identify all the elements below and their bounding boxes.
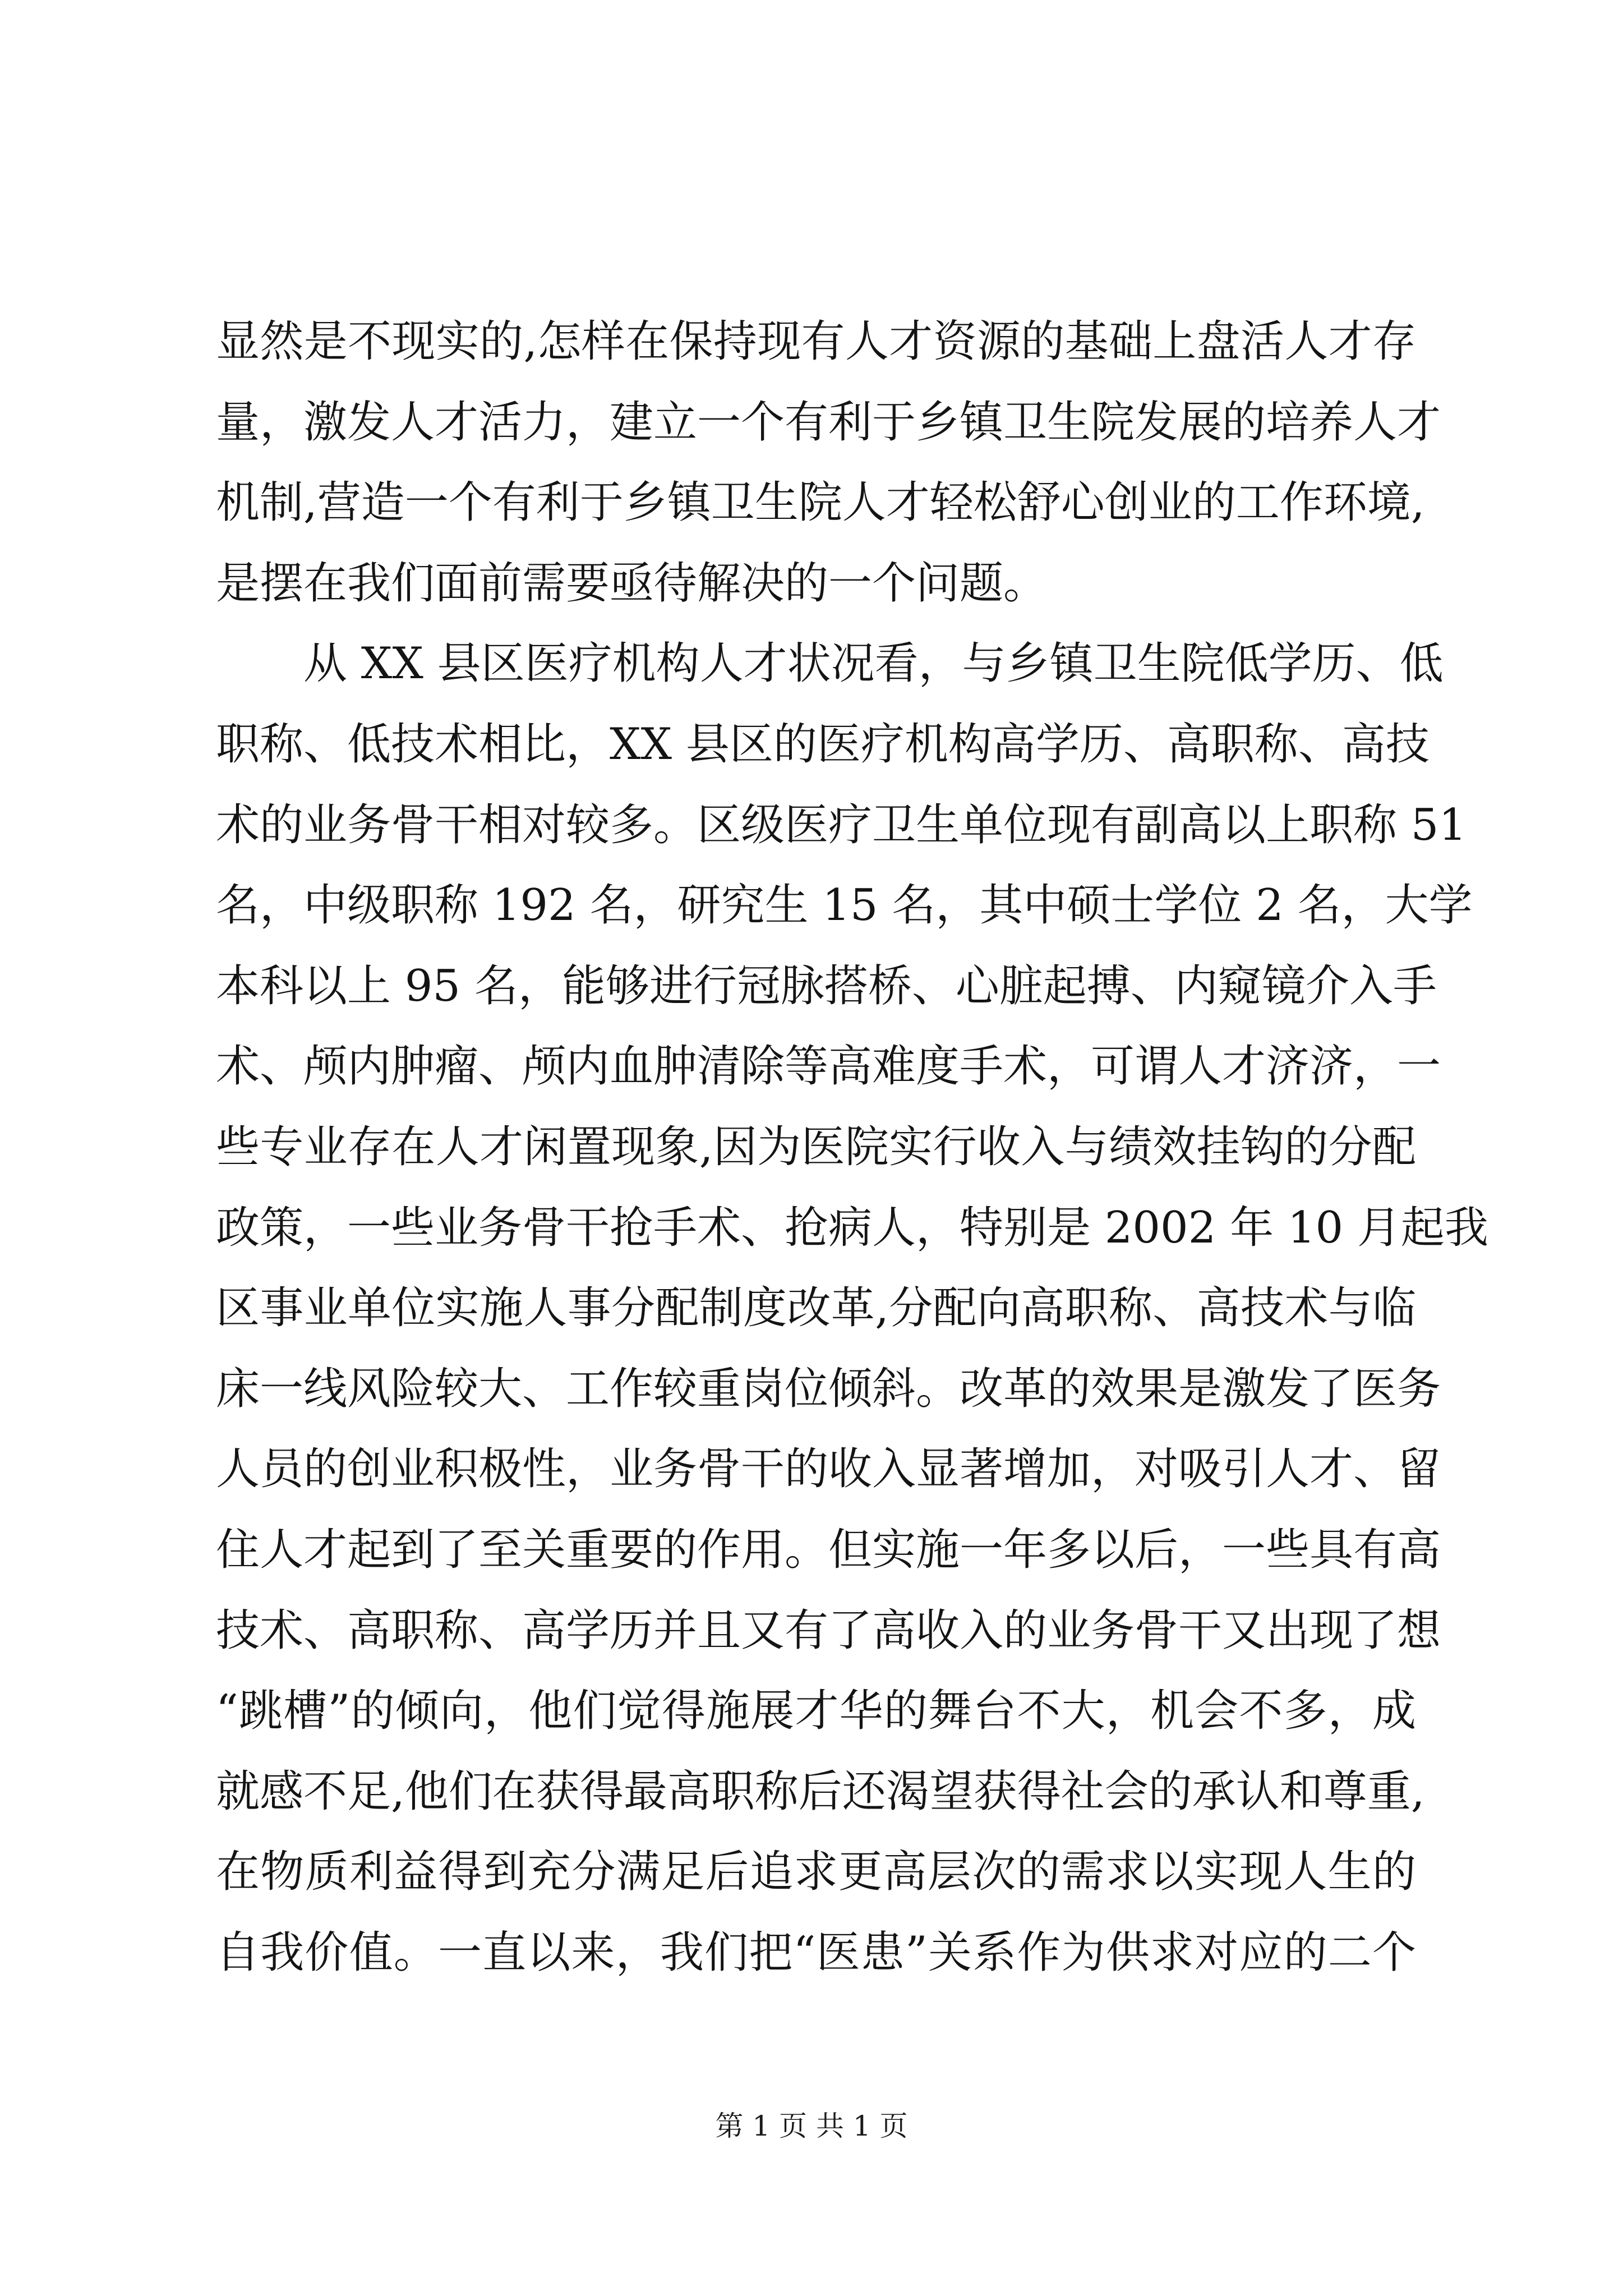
text-line: 显然是不现实的,怎样在保持现有人才资源的基础上盘活人才存 — [216, 316, 1416, 367]
text-line: 名，中级职称 192 名，研究生 15 名，其中硕士学位 2 名，大学 — [216, 880, 1473, 931]
page-footer — [0, 2106, 1623, 2146]
text-line: 机制,营造一个有利于乡镇卫生院人才轻松舒心创业的工作环境, — [216, 477, 1425, 528]
text-line: 职称、低技术相比，XX 县区的医疗机构高学历、高职称、高技 — [216, 719, 1430, 770]
text-line: “跳槽”的倾向，他们觉得施展才华的舞台不大，机会不多，成 — [216, 1686, 1416, 1737]
text-line: 床一线风险较大、工作较重岗位倾斜。改革的效果是激发了医务 — [216, 1363, 1441, 1414]
text-line: 区事业单位实施人事分配制度改革,分配向高职称、高技术与临 — [216, 1283, 1416, 1334]
text-line: 从 XX 县区医疗机构人才状况看，与乡镇卫生院低学历、低 — [216, 638, 1444, 689]
page-number: 第 1 页 共 1 页 — [715, 2110, 908, 2142]
text-line: 就感不足,他们在获得最高职称后还渴望获得社会的承认和尊重, — [216, 1766, 1425, 1817]
text-line: 住人才起到了至关重要的作用。但实施一年多以后，一些具有高 — [216, 1524, 1441, 1575]
text-line: 在物质利益得到充分满足后追求更高层次的需求以实现人生的 — [216, 1847, 1416, 1898]
text-line: 术、颅内肿瘤、颅内血肿清除等高难度手术，可谓人才济济，一 — [216, 1041, 1441, 1092]
text-line: 技术、高职称、高学历并且又有了高收入的业务骨干又出现了想 — [216, 1605, 1441, 1656]
text-line: 些专业存在人才闲置现象,因为医院实行收入与绩效挂钩的分配 — [216, 1121, 1416, 1172]
text-line: 本科以上 95 名，能够进行冠脉搭桥、心脏起搏、内窥镜介入手 — [216, 960, 1437, 1011]
text-line: 人员的创业积极性，业务骨干的收入显著增加，对吸引人才、留 — [216, 1444, 1441, 1495]
text-line: 量，激发人才活力，建立一个有利于乡镇卫生院发展的培养人才 — [216, 397, 1441, 448]
body-text — [216, 302, 1488, 1993]
text-line: 是摆在我们面前需要亟待解决的一个问题。 — [216, 558, 1048, 609]
text-line: 政策，一些业务骨干抢手术、抢病人，特别是 2002 年 10 月起我 — [216, 1202, 1488, 1253]
text-line: 术的业务骨干相对较多。区级医疗卫生单位现有副高以上职称 51 — [216, 799, 1467, 850]
text-line: 自我价值。一直以来，我们把“医患”关系作为供求对应的二个 — [216, 1927, 1416, 1978]
